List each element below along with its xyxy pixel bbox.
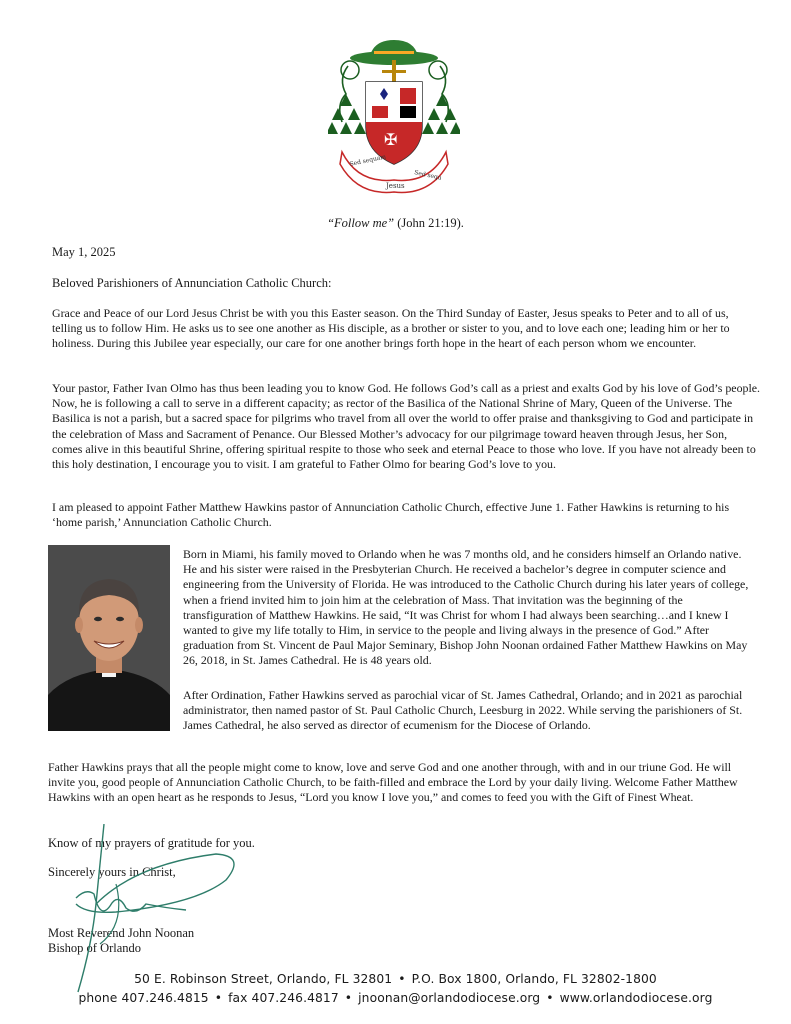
salutation: Beloved Parishioners of Annunciation Catholic Church: — [52, 276, 332, 290]
footer-separator: • — [398, 972, 406, 986]
footer-separator: • — [214, 991, 223, 1005]
paragraph-3: I am pleased to appoint Father Matthew Hawkins pastor of Annunciation Catholic Church, effective June 1. Father Hawkins is returning to his ‘home parish,’ Annunciation Catholic Church. — [52, 500, 730, 530]
paragraph-4: Born in Miami, his family moved to Orlando when he was 7 months old, and he considers himself an Orlando native. He and his sister were raised in the Presbyterian Church. He received a bachelor’s degree in computer science and engineering from the University of Florida. He was introduced to the Catholic Church during his later years of college, when a friend invited him to join him at the celebration of Mass. That invitation was the beginning of the transfiguration of Matthew Hawkins. He said, “It was Christ for whom I had always been searching…and I knew I wanted to give my life totally to Him, in service to the people and living always in the presence of God.” After graduation from St. Vincent de Paul Major Seminary, Bishop John Noonan ordained Father Matthew Hawkins on May 26, 2018, in St. James Cathedral. He is 48 years old. — [183, 547, 749, 668]
signer-title: Bishop of Orlando — [48, 941, 142, 955]
footer-address-line — [0, 972, 791, 986]
letter-date: May 1, 2025 — [52, 245, 116, 259]
paragraph-2: Your pastor, Father Ivan Olmo has thus been leading you to know God. He follows God’s call as a priest and exalts God by his love of God’s people. Now, he is following a call to serve in a different capacity; as rector of the Basilica of the National Shrine of Mary, Queen of the Universe. The Basilica is not a parish, but a sacred space for pilgrims who travel from all over the world to offer praise and thanksgiving to God and participate in the celebration of Mass and Sacrament of Penance. Our Blessed Mother’s advocacy for our pilgrimage toward heaven through Jesus, her Son, comes alive in this beautiful Shrine, offering spiritual respite to those who seek and eternal Peace to those who love. If you have not already been to this holy destination, I encourage you to visit. I am grateful to Father Olmo for bearing God’s love to you. — [52, 381, 761, 472]
banner-left-text: Sed sequam — [348, 153, 387, 168]
svg-text:✠: ✠ — [384, 130, 398, 149]
footer-email-link[interactable]: jnoonan@orlandodiocese.org — [358, 991, 541, 1005]
paragraph-5: After Ordination, Father Hawkins served as parochial vicar of St. James Cathedral, Orlando; and in 2021 as parochial administrator, then named pastor of St. Paul Catholic Church, Leesburg in 2022. While serving the parishioners of St. James Cathedral, he also served as director of ecumenism for the Diocese of Orlando. — [183, 688, 743, 733]
footer-fax: fax 407.246.4817 — [228, 991, 339, 1005]
paragraph-1: Grace and Peace of our Lord Jesus Christ be with you this Easter season. On the Third Sunday of Easter, Jesus speaks to Peter and to all of us, telling us to follow Him. He asks us to see one another as His disciple, as a brother or sister to you, and to love each one; leading him or her to holiness. During this Jubilee year especially, our care for one another brings forth hope in the heart of each person whom we encounter. — [52, 306, 730, 351]
footer-separator: • — [546, 991, 554, 1005]
portrait-photo — [48, 545, 170, 731]
footer-phone: phone 407.246.4815 — [78, 991, 209, 1005]
footer-contact-line — [0, 991, 791, 1005]
coat-of-arms-icon — [328, 34, 460, 194]
footer-website-link[interactable]: www.orlandodiocese.org — [559, 991, 713, 1005]
footer-po-box: P.O. Box 1800, Orlando, FL 32802-1800 — [411, 972, 657, 986]
motto-quote: “Follow me” — [327, 216, 395, 230]
paragraph-6: Father Hawkins prays that all the people might come to know, love and serve God and one another through, with and in our triune God. He will invite you, good people of Annunciation Catholic Church, to be faith-filled and embrace the Lord by your daily living. Welcome Father Matthew Hawkins with an open heart as he responds to Jesus, “Lord you know I love you,” and comes to feed you with the Gift of Finest Wheat. — [48, 760, 738, 805]
closing-prayer: Know of my prayers of gratitude for you. — [48, 836, 255, 850]
handwritten-signature-icon — [56, 824, 256, 994]
banner-center-text: Jesus — [386, 182, 405, 190]
signer-name: Most Reverend John Noonan — [48, 926, 195, 940]
banner-right-text: Sed sequ — [413, 169, 443, 182]
footer-separator: • — [344, 991, 353, 1005]
footer-street-address: 50 E. Robinson Street, Orlando, FL 32801 — [134, 972, 393, 986]
scripture-motto — [0, 216, 791, 231]
closing-sincerely: Sincerely yours in Christ, — [48, 865, 176, 879]
motto-reference: (John 21:19). — [397, 216, 464, 230]
